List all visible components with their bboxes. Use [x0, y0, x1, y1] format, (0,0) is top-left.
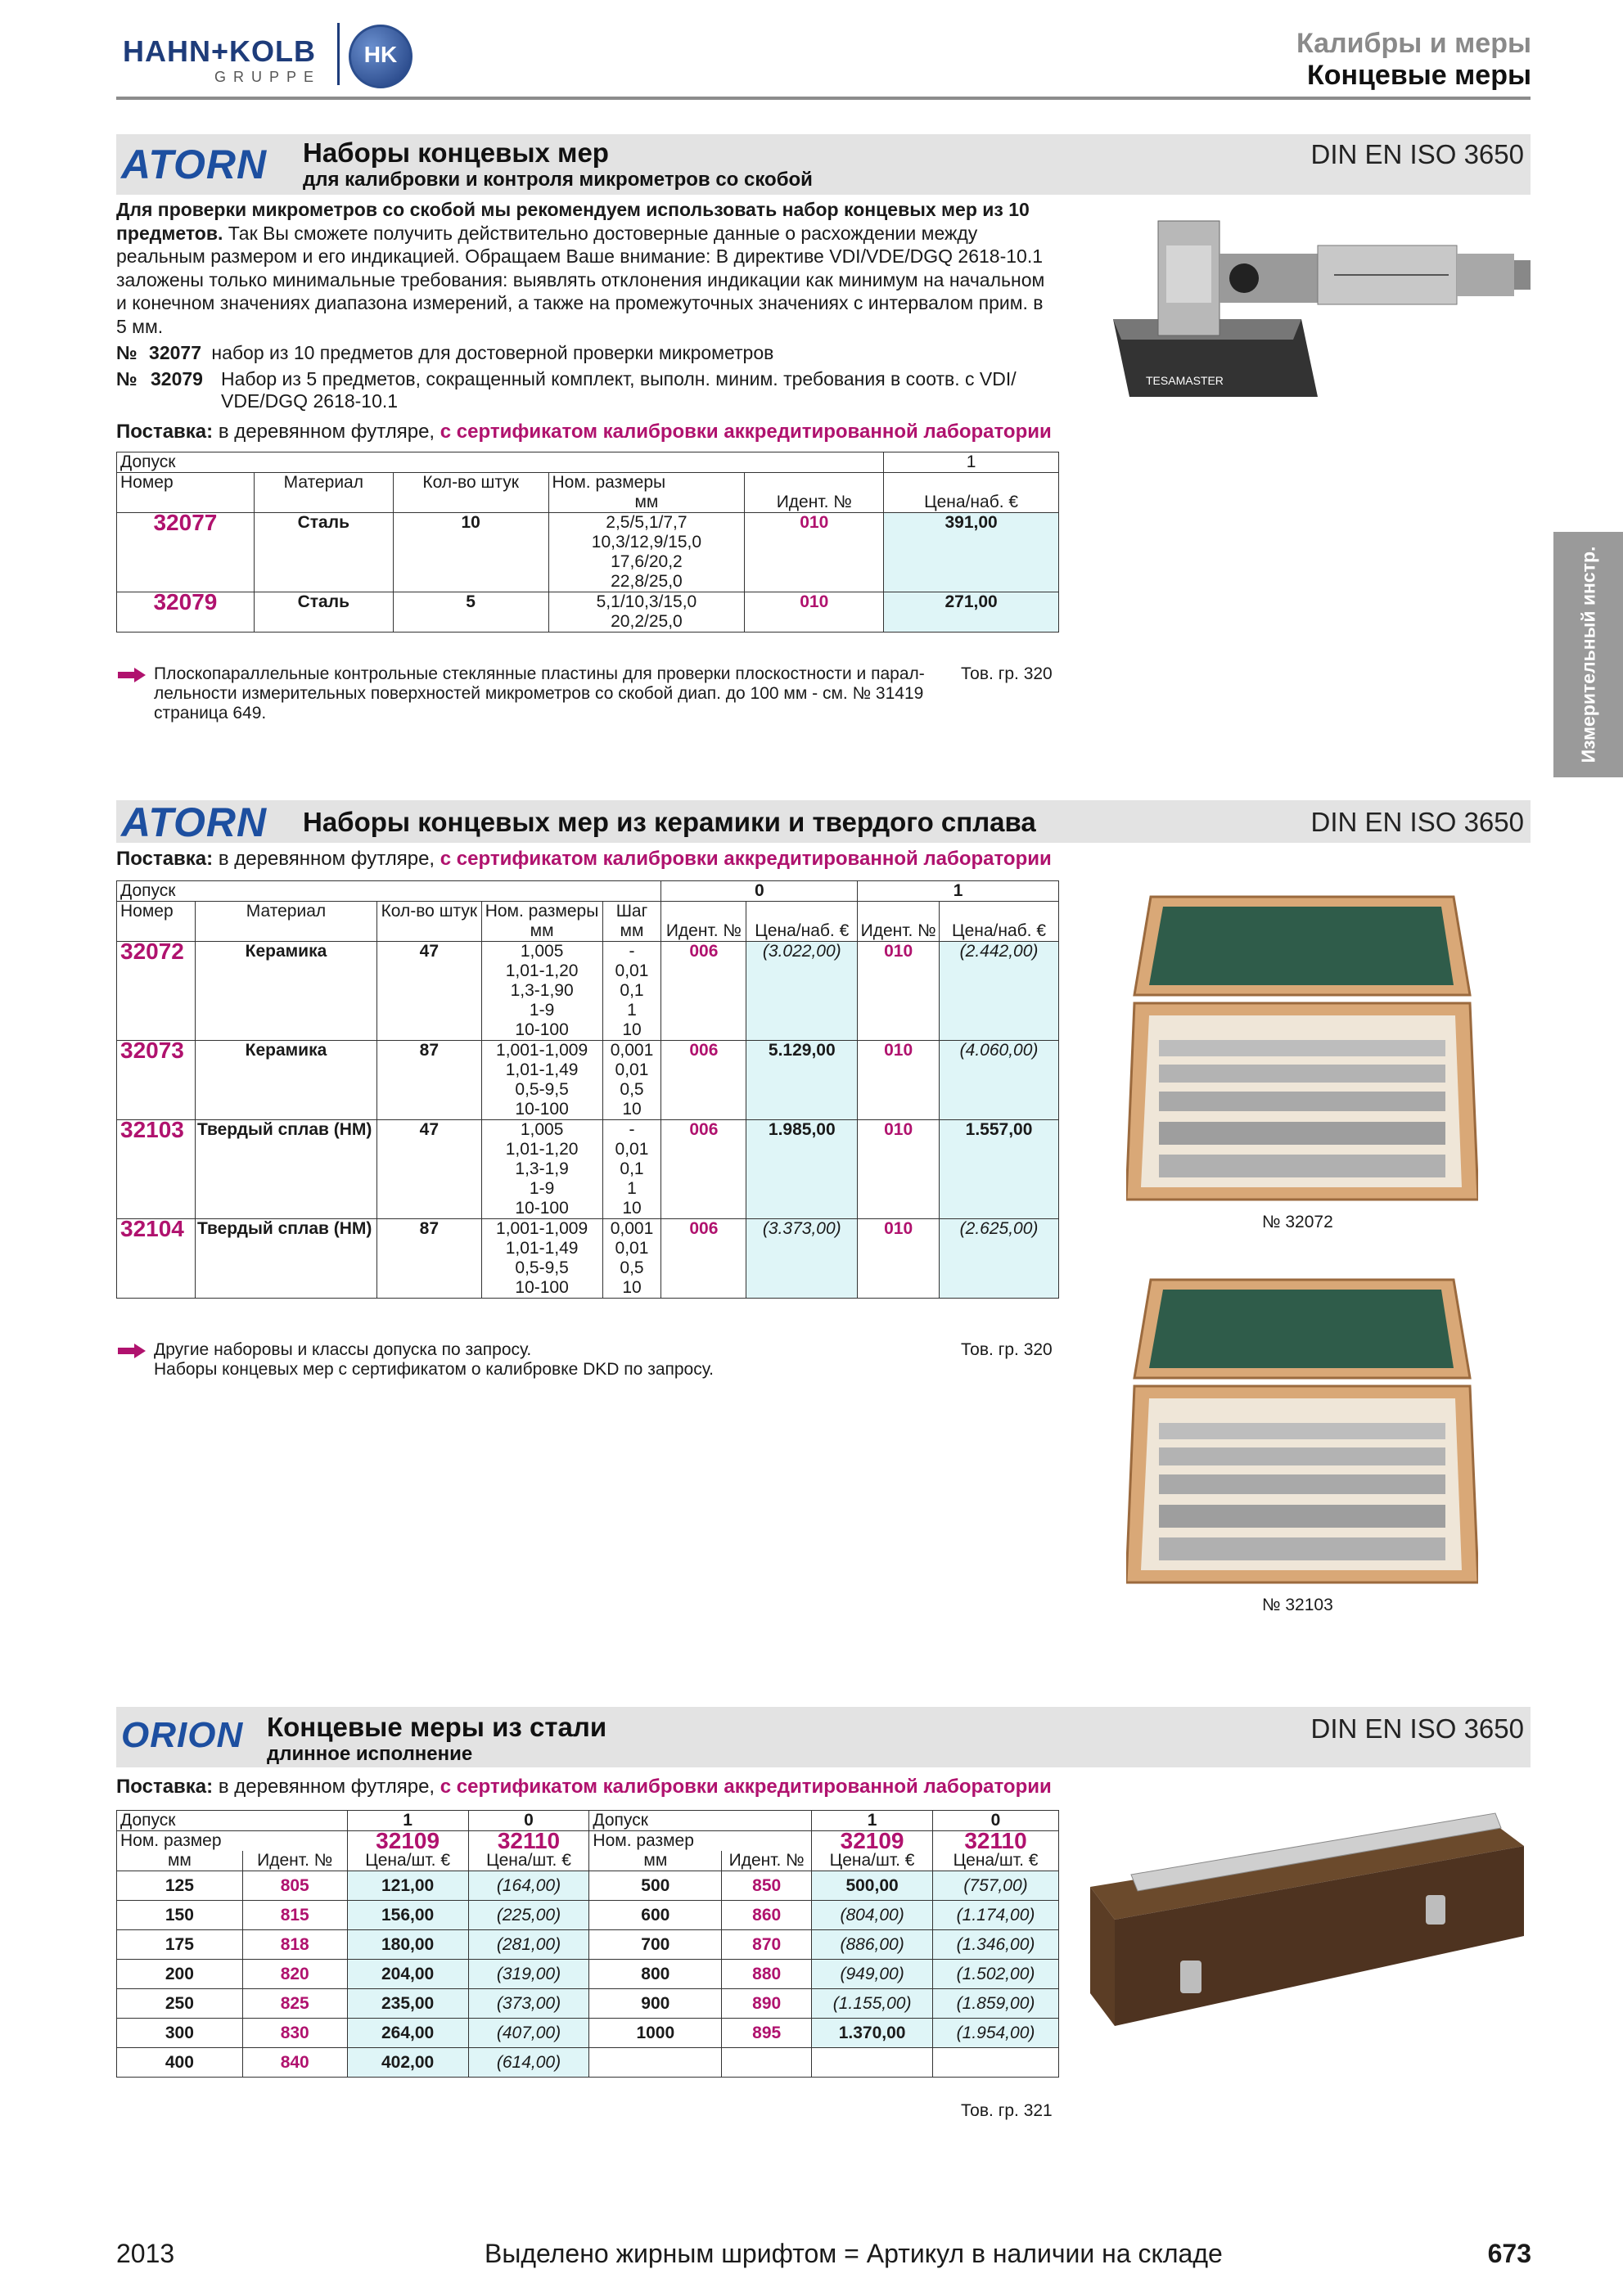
step-line: 0,01	[615, 1060, 649, 1079]
step-line: -	[629, 942, 635, 961]
col-price: Цена/шт. €	[468, 1851, 589, 1871]
step-line: 0,001	[610, 1041, 654, 1060]
table-row	[117, 1989, 1059, 2019]
article-number[interactable]: 32110	[468, 1831, 589, 1852]
size-line: 1,01-1,20	[505, 961, 579, 980]
size-line: 0,5-9,5	[515, 1080, 569, 1099]
ident-number: 805	[242, 1871, 347, 1901]
brand-logo-orion: ORION	[121, 1715, 244, 1755]
col-price: Цена/наб. €	[940, 921, 1059, 942]
section-subtitle: для калибровки и контроля микрометров со скобой	[303, 169, 813, 191]
header-row	[117, 1831, 1059, 1852]
ident-number: 830	[242, 2019, 347, 2048]
page-number: 673	[1487, 2239, 1531, 2268]
ident-number: 010	[858, 1120, 940, 1219]
tolerance-value: 1	[884, 452, 1059, 473]
ident-number: 006	[661, 942, 746, 1041]
tolerance-a: 1	[812, 1811, 933, 1831]
spec-table-1	[116, 452, 1059, 633]
price: 271,00	[884, 592, 1059, 633]
ident-number: 010	[745, 592, 884, 633]
size-line: 17,6/20,2	[611, 552, 683, 571]
product-group-1: Тов. гр. 320	[961, 664, 1053, 683]
qty: 47	[376, 1120, 481, 1219]
step-line: 10	[622, 1278, 642, 1297]
item-number-label: №	[116, 342, 138, 363]
item-text: Набор из 5 предметов, сокращенный комплект, выполн. миним. требования в соотв. с VDI/ VDE/DGQ 2618-10.1	[221, 368, 1017, 412]
col-unit: мм	[602, 921, 661, 942]
col-unit: мм	[481, 921, 602, 942]
ident-number: 818	[242, 1930, 347, 1960]
table-row	[117, 1930, 1059, 1960]
supply-label: Поставка:	[116, 421, 214, 443]
price: (319,00)	[468, 1960, 589, 1989]
qty: 10	[393, 513, 548, 592]
table-row	[117, 1120, 1059, 1219]
ident-number: 890	[722, 1989, 812, 2019]
article-number[interactable]: 32103	[117, 1120, 196, 1219]
step-line: 10	[622, 1020, 642, 1039]
sizes	[481, 1219, 602, 1299]
ident-number: 840	[242, 2048, 347, 2078]
side-tab-label: Измерительный инстр.	[1577, 546, 1598, 763]
supply-plain: в деревянном футляре,	[218, 848, 435, 870]
steps	[602, 1041, 661, 1120]
price: 180,00	[347, 1930, 468, 1960]
col-size: Ном. размер	[589, 1831, 812, 1852]
price: 1.370,00	[812, 2019, 933, 2048]
gauge-block-case-image-1	[1126, 880, 1478, 1208]
col-material: Материал	[254, 473, 393, 493]
size-line: 1,3-1,9	[515, 1159, 569, 1178]
size-line: 1,001-1,009	[496, 1041, 588, 1060]
supply-label: Поставка:	[116, 1776, 214, 1798]
size: 175	[117, 1930, 243, 1960]
step-line: 0,1	[620, 981, 644, 1000]
section-title: Концевые меры из стали	[267, 1712, 607, 1742]
header-row	[117, 902, 1059, 922]
size-line: 10,3/12,9/15,0	[591, 533, 702, 551]
logo-monogram-icon	[349, 25, 413, 88]
price: (4.060,00)	[940, 1041, 1059, 1120]
tolerance-1: 1	[858, 881, 1059, 902]
size: 500	[589, 1871, 722, 1901]
price: (3.022,00)	[746, 942, 858, 1041]
step-line: 1	[627, 1179, 637, 1198]
section-title: Наборы концевых мер из керамики и твердого сплава	[303, 807, 1036, 837]
tolerance-row	[117, 1811, 1059, 1831]
col-price: Цена/шт. €	[347, 1851, 468, 1871]
size-line: 1,01-1,49	[505, 1239, 579, 1258]
footer-legend: Выделено жирным шрифтом = Артикул в наличии на складе	[485, 2239, 1223, 2268]
spec-table-3	[116, 1810, 1059, 2078]
standard-label: DIN EN ISO 3650	[1310, 807, 1524, 837]
price: 402,00	[347, 2048, 468, 2078]
material: Керамика	[195, 942, 376, 1041]
image-caption-2: № 32103	[1262, 1596, 1333, 1614]
step-line: 0,1	[620, 1159, 644, 1178]
tolerance-label: Допуск	[117, 1811, 348, 1831]
size-line: 22,8/25,0	[611, 572, 683, 591]
gauge-block-case-image-2	[1126, 1263, 1478, 1591]
price: (1.859,00)	[933, 1989, 1059, 2019]
col-ident: Идент. №	[242, 1851, 347, 1871]
article-number[interactable]: 32072	[117, 942, 196, 1041]
col-ident: Идент. №	[858, 921, 940, 942]
size-line: 1,01-1,49	[505, 1060, 579, 1079]
price: (281,00)	[468, 1930, 589, 1960]
price: 1.557,00	[940, 1120, 1059, 1219]
header-row-2	[117, 493, 1059, 513]
col-ident: Идент. №	[661, 921, 746, 942]
table-row	[117, 1960, 1059, 1989]
price: 5.129,00	[746, 1041, 858, 1120]
ident-number: 006	[661, 1041, 746, 1120]
intro-bold: Для проверки микрометров со скобой мы рекомендуем использовать набор концевых мер из 10 предметов.	[116, 199, 1030, 244]
price: (407,00)	[468, 2019, 589, 2048]
qty: 87	[376, 1219, 481, 1299]
step-line: 0,01	[615, 961, 649, 980]
price: (3.373,00)	[746, 1219, 858, 1299]
col-qty: Кол-во штук	[393, 473, 548, 493]
sizes	[548, 592, 745, 633]
logo-divider	[337, 23, 340, 85]
side-tab[interactable]	[1553, 532, 1623, 777]
material: Твердый сплав (HM)	[195, 1120, 376, 1219]
size: 900	[589, 1989, 722, 2019]
section-subtitle: длинное исполнение	[267, 1743, 473, 1765]
col-size: Ном. размер	[117, 1831, 348, 1852]
ident-number: 815	[242, 1901, 347, 1930]
price: (225,00)	[468, 1901, 589, 1930]
price: 391,00	[884, 513, 1059, 592]
supply-plain: в деревянном футляре,	[218, 421, 435, 443]
price: (804,00)	[812, 1901, 933, 1930]
price: (1.155,00)	[812, 1989, 933, 2019]
supply-accent: с сертификатом калибровки аккредитированной лаборатории	[440, 1776, 1052, 1798]
size: 700	[589, 1930, 722, 1960]
tolerance-0: 0	[661, 881, 858, 902]
item-line-1	[116, 342, 773, 364]
spec-table-2	[116, 880, 1059, 1299]
col-price: Цена/наб. €	[746, 921, 858, 942]
table-row	[117, 2048, 1059, 2078]
logo-wordmark: HAHN+KOLB	[123, 34, 317, 68]
header-row-2	[117, 921, 1059, 942]
qty: 87	[376, 1041, 481, 1120]
price: (614,00)	[468, 2048, 589, 2078]
size: 1000	[589, 2019, 722, 2048]
size: 300	[117, 2019, 243, 2048]
supply-label: Поставка:	[116, 848, 214, 870]
note-1	[154, 664, 931, 723]
table-row	[117, 1041, 1059, 1120]
price: (949,00)	[812, 1960, 933, 1989]
supply-line-3	[116, 1776, 1052, 1799]
col-price: Цена/шт. €	[933, 1851, 1059, 1871]
price: 1.985,00	[746, 1120, 858, 1219]
price: 121,00	[347, 1871, 468, 1901]
size-line: 1,005	[520, 942, 564, 961]
article-number[interactable]: 32077	[117, 513, 255, 592]
size: 150	[117, 1901, 243, 1930]
col-unit: мм	[589, 1851, 722, 1871]
price: (164,00)	[468, 1871, 589, 1901]
table-row	[117, 1901, 1059, 1930]
size-line: 0,5-9,5	[515, 1258, 569, 1277]
section-banner-1	[116, 134, 1531, 195]
tolerance-b: 0	[468, 1811, 589, 1831]
steps	[602, 1120, 661, 1219]
tolerance-label: Допуск	[117, 452, 884, 473]
qty: 47	[376, 942, 481, 1041]
note-line: Плоскопараллельные контрольные стеклянные пластины для проверки плоскостности и парал-	[154, 664, 925, 683]
size: 400	[117, 2048, 243, 2078]
tolerance-label: Допуск	[589, 1811, 812, 1831]
header-row	[117, 473, 1059, 493]
price: (2.442,00)	[940, 942, 1059, 1041]
article-number[interactable]: 32073	[117, 1041, 196, 1120]
size: 125	[117, 1871, 243, 1901]
step-line: 0,01	[615, 1239, 649, 1258]
ident-number: 820	[242, 1960, 347, 1989]
price-body	[117, 1871, 1059, 2078]
material: Сталь	[254, 513, 393, 592]
col-qty: Кол-во штук	[376, 902, 481, 922]
supply-accent: с сертификатом калибровки аккредитированной лаборатории	[440, 421, 1052, 443]
steel-gauge-box-image	[1082, 1797, 1531, 2042]
article-number[interactable]: 32110	[933, 1831, 1059, 1852]
section-banner-3	[116, 1707, 1531, 1767]
supply-accent: с сертификатом калибровки аккредитированной лаборатории	[440, 848, 1052, 870]
size: 200	[117, 1960, 243, 1989]
sizes	[548, 513, 745, 592]
sizes	[481, 942, 602, 1041]
note-line: Другие наборовы и классы допуска по запросу.	[154, 1340, 532, 1359]
price: 204,00	[347, 1960, 468, 1989]
logo-subtitle: GRUPPE	[214, 69, 322, 85]
tolerance-row	[117, 881, 1059, 902]
col-sizes: Ном. размеры	[481, 902, 602, 922]
price: (1.174,00)	[933, 1901, 1059, 1930]
step-line: 10	[622, 1100, 642, 1119]
micrometer-label: TESAMASTER	[1146, 374, 1224, 387]
footer-year: 2013	[116, 2239, 175, 2268]
section-banner-2	[116, 800, 1531, 843]
price: 235,00	[347, 1989, 468, 2019]
standard-label: DIN EN ISO 3650	[1310, 1713, 1524, 1744]
tolerance-row	[117, 452, 1059, 473]
ident-number: 850	[722, 1871, 812, 1901]
step-line: 0,5	[620, 1258, 644, 1277]
size-line: 1,3-1,90	[510, 981, 574, 1000]
price: 264,00	[347, 2019, 468, 2048]
item-number-label: №	[116, 368, 138, 389]
size-line: 2,5/5,1/7,7	[606, 513, 688, 532]
ident-number: 010	[858, 942, 940, 1041]
product-group-3: Тов. гр. 321	[961, 2101, 1053, 2120]
header-rule	[116, 97, 1531, 100]
size: 600	[589, 1901, 722, 1930]
price: (373,00)	[468, 1989, 589, 2019]
ident-number: 880	[722, 1960, 812, 1989]
note-line: Наборы концевых мер с сертификатом о калибровке DKD по запросу.	[154, 1360, 714, 1379]
page-heading	[1296, 28, 1531, 92]
ident-number: 010	[745, 513, 884, 592]
ident-number: 010	[858, 1041, 940, 1120]
table-row	[117, 1219, 1059, 1299]
supply-line-1	[116, 421, 1052, 443]
sizes	[481, 1120, 602, 1219]
step-line: 0,5	[620, 1080, 644, 1099]
step-line: 0,001	[610, 1219, 654, 1238]
size-line: 10-100	[515, 1020, 569, 1039]
col-price: Цена/шт. €	[812, 1851, 933, 1871]
col-price: Цена/наб. €	[884, 493, 1059, 513]
col-ident: Идент. №	[722, 1851, 812, 1871]
price: (2.625,00)	[940, 1219, 1059, 1299]
step-line: 1	[627, 1001, 637, 1020]
section-title: Наборы концевых мер	[303, 137, 609, 168]
note-line: страница 649.	[154, 704, 267, 723]
col-step: Шаг	[602, 902, 661, 922]
price: (757,00)	[933, 1871, 1059, 1901]
micrometer-image	[1097, 196, 1539, 417]
table-row	[117, 1871, 1059, 1901]
col-sizes-unit: мм	[548, 493, 745, 513]
steps	[602, 1219, 661, 1299]
table-row	[117, 513, 1059, 592]
size-line: 1-9	[529, 1001, 555, 1020]
intro-text	[116, 198, 1057, 338]
material: Керамика	[195, 1041, 376, 1120]
material: Твердый сплав (HM)	[195, 1219, 376, 1299]
price: 156,00	[347, 1901, 468, 1930]
sizes	[481, 1041, 602, 1120]
product-group-2: Тов. гр. 320	[961, 1340, 1053, 1359]
standard-label: DIN EN ISO 3650	[1310, 139, 1524, 169]
ident-number: 010	[858, 1219, 940, 1299]
col-number: Номер	[117, 902, 196, 922]
size: 800	[589, 1960, 722, 1989]
size-line: 1,005	[520, 1120, 564, 1139]
size-line: 1,01-1,20	[505, 1140, 579, 1159]
col-number: Номер	[117, 473, 255, 493]
step-line: 10	[622, 1199, 642, 1218]
header-row-2	[117, 1851, 1059, 1871]
article-number[interactable]: 32109	[812, 1831, 933, 1852]
brand-logo-atorn: ATORN	[121, 142, 268, 187]
col-unit: мм	[117, 1851, 243, 1871]
brand-logo	[123, 21, 417, 90]
steps	[602, 942, 661, 1041]
step-line: 0,01	[615, 1140, 649, 1159]
item-line-2	[116, 368, 1066, 412]
ident-number: 860	[722, 1901, 812, 1930]
size-line: 1,001-1,009	[496, 1219, 588, 1238]
article-number[interactable]: 32079	[117, 592, 255, 633]
ident-number: 825	[242, 1989, 347, 2019]
item-number: 32079	[151, 368, 203, 389]
table-row	[117, 592, 1059, 633]
col-material: Материал	[195, 902, 376, 922]
size-line: 10-100	[515, 1100, 569, 1119]
tolerance-label: Допуск	[117, 881, 661, 902]
note-2	[154, 1340, 931, 1380]
price: (886,00)	[812, 1930, 933, 1960]
intro-rest: Так Вы сможете получить действительно достоверные данные о расхождении между реальным размером и его индикацией. Обращаем Ваше внимание: В директиве VDI/VDE/DGQ 2618-10.1 заложены только минимальные требования: выявлять отклонения индикации как минимум на начальном и конечном значениях диапазона измерений, а также на промежуточных значениях с интервалом прим. в 5 мм.	[116, 222, 1045, 337]
subcategory-title: Концевые меры	[1306, 60, 1531, 91]
supply-line-2	[116, 848, 1052, 871]
price: (1.954,00)	[933, 2019, 1059, 2048]
col-sizes: Ном. размеры	[548, 473, 745, 493]
item-number: 32077	[149, 342, 201, 363]
tolerance-b: 0	[933, 1811, 1059, 1831]
article-number[interactable]: 32104	[117, 1219, 196, 1299]
arrow-right-icon	[118, 668, 146, 682]
ident-number: 895	[722, 2019, 812, 2048]
size-line: 20,2/25,0	[611, 612, 683, 631]
article-number[interactable]: 32109	[347, 1831, 468, 1852]
ident-number: 006	[661, 1120, 746, 1219]
price: (1.346,00)	[933, 1930, 1059, 1960]
material: Сталь	[254, 592, 393, 633]
size-line: 10-100	[515, 1278, 569, 1297]
price: 500,00	[812, 1871, 933, 1901]
table-row	[117, 942, 1059, 1041]
tolerance-a: 1	[347, 1811, 468, 1831]
ident-number: 870	[722, 1930, 812, 1960]
item-text: набор из 10 предметов для достоверной проверки микрометров	[211, 342, 774, 363]
logo-monogram-text: HK	[363, 42, 398, 67]
category-title: Калибры и меры	[1296, 28, 1531, 59]
size: 250	[117, 1989, 243, 2019]
col-ident: Идент. №	[745, 493, 884, 513]
qty: 5	[393, 592, 548, 633]
image-caption-1: № 32072	[1262, 1213, 1333, 1231]
table-row	[117, 2019, 1059, 2048]
note-line: лельности измерительных поверхностей микрометров со скобой диап. до 100 мм - см. № 31419	[154, 684, 924, 703]
supply-plain: в деревянном футляре,	[218, 1776, 435, 1798]
size-line: 1-9	[529, 1179, 555, 1198]
size-line: 10-100	[515, 1199, 569, 1218]
brand-logo-atorn: ATORN	[121, 799, 268, 845]
ident-number: 006	[661, 1219, 746, 1299]
price: (1.502,00)	[933, 1960, 1059, 1989]
size-line: 5,1/10,3/15,0	[596, 592, 697, 611]
arrow-right-icon	[118, 1344, 146, 1358]
step-line: -	[629, 1120, 635, 1139]
